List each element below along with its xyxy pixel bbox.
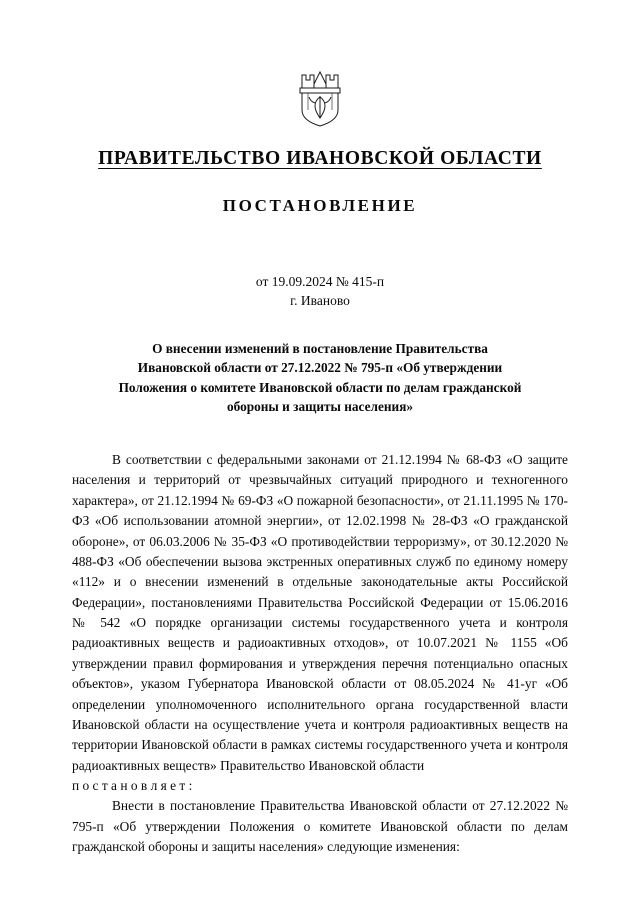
subject-line: Положения о комитете Ивановской области по делам гражданской <box>118 379 522 395</box>
document-subject <box>72 339 568 416</box>
coat-of-arms-icon <box>288 0 352 128</box>
document-type: ПОСТАНОВЛЕНИЕ <box>222 196 418 215</box>
subject-line: обороны и защиты населения» <box>226 398 414 414</box>
body-paragraph: Внести в постановление Правительства Ивановской области от 27.12.2022 № 795-п «Об утверждении Положения о комитете Ивановской области по делам гражданской обороны и защиты населения» следующие изменения: <box>72 798 568 855</box>
document-body <box>72 450 568 858</box>
page-title: ПРАВИТЕЛЬСТВО ИВАНОВСКОЙ ОБЛАСТИ <box>98 148 542 169</box>
subject-line: О внесении изменений в постановление Правительства <box>152 341 488 356</box>
document-date: от 19.09.2024 № 415-п <box>255 274 385 289</box>
enactment-clause: п о с т а н о в л я е т : <box>72 778 193 794</box>
document-city: г. Иваново <box>290 293 350 308</box>
subject-line: Ивановской области от 27.12.2022 № 795-п «Об утверждении <box>137 360 503 376</box>
body-paragraph: В соответствии с федеральными законами от 21.12.1994 № 68-ФЗ «О защите населения и территорий от чрезвычайных ситуаций природного и техногенного характера», от 21.12.1994 № 69-ФЗ «О пожарной безопасности», от 21.11.1995 № 170-ФЗ «Об использовании атомной энергии», от 12.02.1998 № 28-ФЗ «О гражданской обороне», от 06.03.2006 № 35-ФЗ «О противодействии терроризму», от 30.12.2020 № 488-ФЗ «Об обеспечении вызова экстренных оперативных служб по единому номеру «112» и о внесении изменений в отдельные законодательные акты Российской Федерации», постановлениями Правительства Российской Федерации от 15.06.2016 № 542 «О порядке организации системы государственного учета и контроля радиоактивных веществ и радиоактивных отходов», от 10.07.2021 № 1155 «Об утверждении правил формирования и утверждения перечня потенциально опасных объектов», указом Губернатора Ивановской области от 08.05.2024 № 41-уг «Об определении уполномоченного исполнительного органа государственной власти Ивановской области на осуществление учета и контроля радиоактивных веществ на территории Ивановской области в рамках системы государственного учета и контроля радиоактивных веществ» Правительство Ивановской области <box>72 452 568 773</box>
